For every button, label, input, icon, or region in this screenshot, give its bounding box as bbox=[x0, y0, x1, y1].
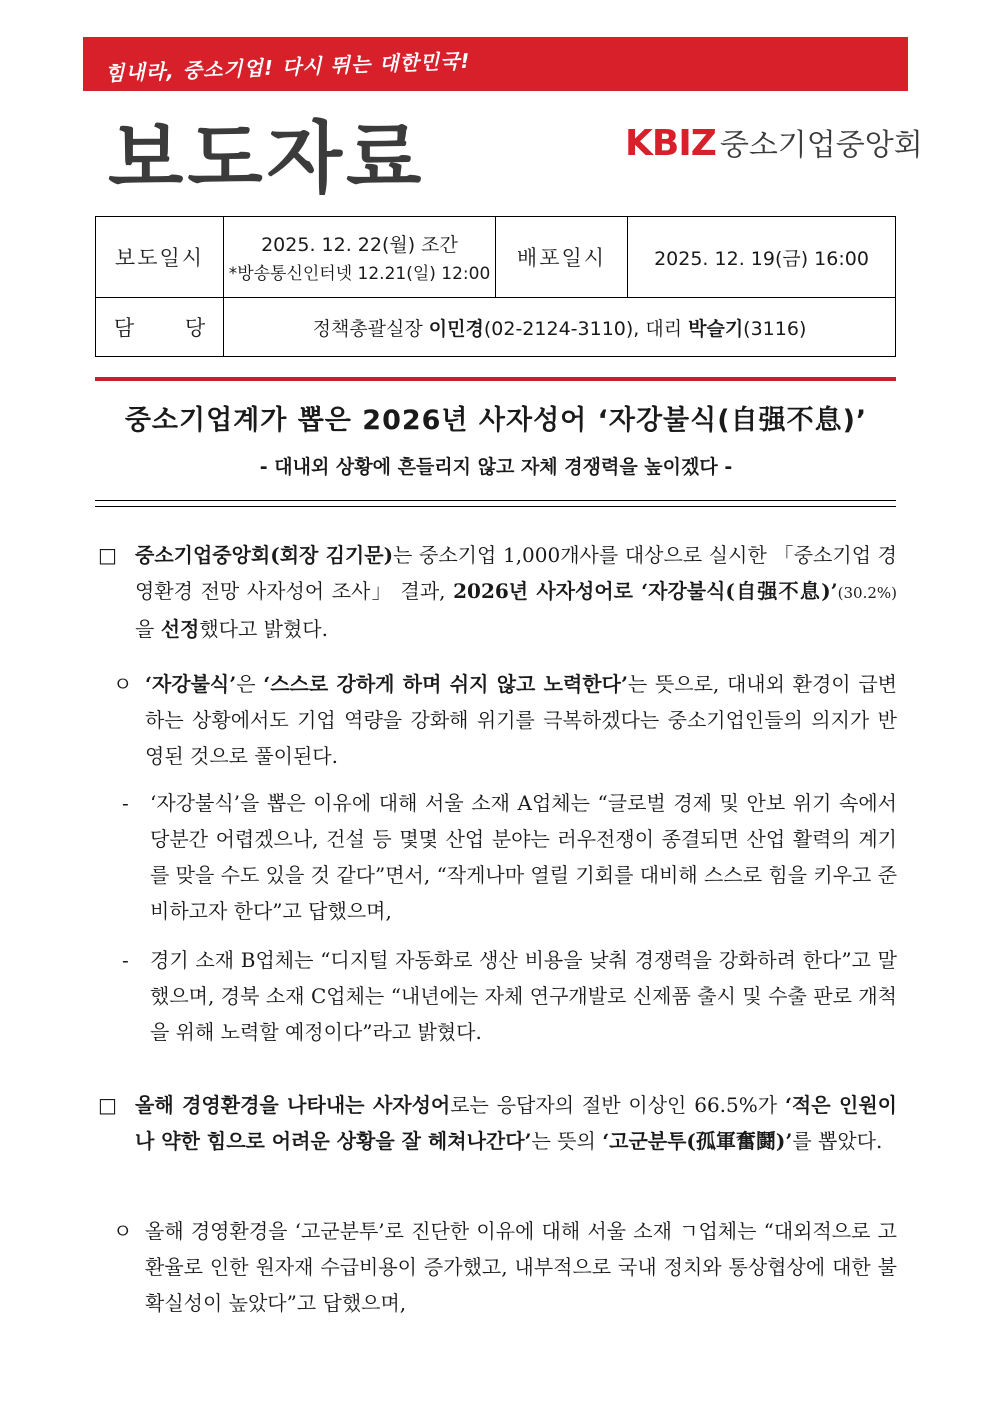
body-paragraph-2 bbox=[113, 666, 897, 774]
p3-text: ‘자강불식’을 뽑은 이유에 대해 서울 소재 A업체는 “글로벌 경제 및 안보 위기 속에서 당분간 어렵겠으나, 건설 등 몇몇 산업 분야는 러우전쟁이 종결되면 산업 활력의 계기를 맞을 수도 있을 것 같다”면서, “작게나마 열릴 기회를 대비해 스스로 힘을 키우고 준비하고자 한다”고 답했으며, bbox=[150, 791, 898, 923]
p1-text-3: 했다고 밝혔다. bbox=[199, 617, 328, 641]
contact-phone-1: (02-2124-3110), 대리 bbox=[483, 317, 689, 340]
p1-text-1: 는 중소기업 1,000개사를 대상으로 실시한 「중소기업 경영환경 전망 사자성어 조사」 결과, bbox=[135, 543, 897, 603]
red-divider bbox=[95, 377, 896, 381]
contact-role: 정책총괄실장 bbox=[312, 317, 429, 340]
slogan-text: 힘내라, 중소기업! 다시 뛰는 대한민국! bbox=[104, 48, 471, 86]
p5-bold-2: ‘적은 인원이나 약한 힘으로 어려운 상황을 잘 헤쳐나간다’ bbox=[135, 1093, 897, 1153]
circle-bullet: ㅇ bbox=[113, 1219, 133, 1243]
release-info-table bbox=[95, 216, 896, 357]
body-paragraph-1 bbox=[98, 537, 897, 647]
release-date-label: 보도일시 bbox=[96, 217, 224, 298]
contact-phone-2: (3116) bbox=[743, 317, 807, 340]
p6-text: 올해 경영환경을 ‘고군분투’로 진단한 이유에 대해 서울 소재 ㄱ업체는 “대외적으로 고환율로 인한 원자재 수급비용이 증가했고, 내부적으로 국내 정치와 통상협상에 대한 불확실성이 높았다”고 답했으며, bbox=[145, 1219, 897, 1315]
subheadline: - 대내외 상황에 흔들리지 않고 자체 경쟁력을 높이겠다 - bbox=[259, 456, 733, 478]
square-bullet: □ bbox=[98, 1093, 117, 1117]
p2-text-1: 은 bbox=[236, 672, 264, 696]
contact-label: 담 당 bbox=[96, 298, 224, 357]
p5-bold-3: ‘고군분투(孤軍奮鬪)’ bbox=[602, 1129, 793, 1153]
contact-cell bbox=[224, 298, 896, 357]
p1-bold-1: 중소기업중앙회(회장 김기문) bbox=[135, 543, 394, 567]
p4-text: 경기 소재 B업체는 “디지털 자동화로 생산 비용을 낮춰 경쟁력을 강화하려 한다”고 말했으며, 경북 소재 C업체는 “내년에는 자체 연구개발로 신제품 출시 및 수출 판로 개척을 위해 노력할 예정이다”라고 밝혔다. bbox=[150, 948, 897, 1044]
release-note: *방송통신인터넷 12.21(일) 12:00 bbox=[228, 264, 491, 284]
p5-bold-1: 올해 경영환경을 나타내는 사자성어 bbox=[135, 1093, 451, 1117]
logo-name: 중소기업중앙회 bbox=[719, 128, 923, 163]
release-date-cell bbox=[224, 217, 496, 298]
slogan-banner bbox=[83, 37, 908, 91]
p1-text-2: 을 bbox=[135, 617, 161, 641]
body-paragraph-4 bbox=[122, 942, 897, 1050]
p2-bold-2: ‘스스로 강하게 하며 쉬지 않고 노력한다’ bbox=[263, 672, 628, 696]
dash-bullet: - bbox=[122, 948, 129, 972]
p1-percent: (30.2%) bbox=[837, 584, 897, 602]
p5-text-3: 를 뽑았다. bbox=[792, 1129, 883, 1153]
document-type-title: 보도자료 bbox=[108, 114, 426, 204]
dash-bullet: - bbox=[122, 791, 129, 815]
p2-bold-1: ‘자강불식’ bbox=[145, 672, 237, 696]
contact-name-1: 이민경 bbox=[428, 317, 484, 340]
p5-text-1: 로는 응답자의 절반 이상인 66.5%가 bbox=[450, 1093, 785, 1117]
headline: 중소기업계가 뽑은 2026년 사자성어 ‘자강불식(自强不息)’ bbox=[124, 405, 868, 436]
p5-text-2: 는 뜻의 bbox=[531, 1129, 603, 1153]
release-date: 2025. 12. 22(월) 조간 bbox=[261, 234, 458, 256]
square-bullet: □ bbox=[98, 543, 117, 567]
p1-bold-3: 선정 bbox=[160, 617, 200, 641]
body-paragraph-5 bbox=[98, 1087, 897, 1159]
contact-name-2: 박슬기 bbox=[688, 317, 744, 340]
p2-text-2: 는 뜻으로, 대내외 환경이 급변하는 상황에서도 기업 역량을 강화해 위기를 극복하겠다는 중소기업인들의 의지가 반영된 것으로 풀이된다. bbox=[145, 672, 897, 768]
distribution-date-label: 배포일시 bbox=[496, 217, 628, 298]
body-paragraph-6 bbox=[113, 1213, 897, 1321]
double-divider bbox=[95, 500, 896, 507]
logo-mark: KBIZ bbox=[625, 123, 716, 164]
distribution-date: 2025. 12. 19(금) 16:00 bbox=[628, 217, 896, 298]
p1-bold-2: 2026년 사자성어로 ‘자강불식(自强不息)’ bbox=[453, 579, 838, 603]
circle-bullet: ㅇ bbox=[113, 672, 133, 696]
body-paragraph-3 bbox=[122, 785, 898, 929]
kbiz-logo bbox=[625, 120, 923, 164]
